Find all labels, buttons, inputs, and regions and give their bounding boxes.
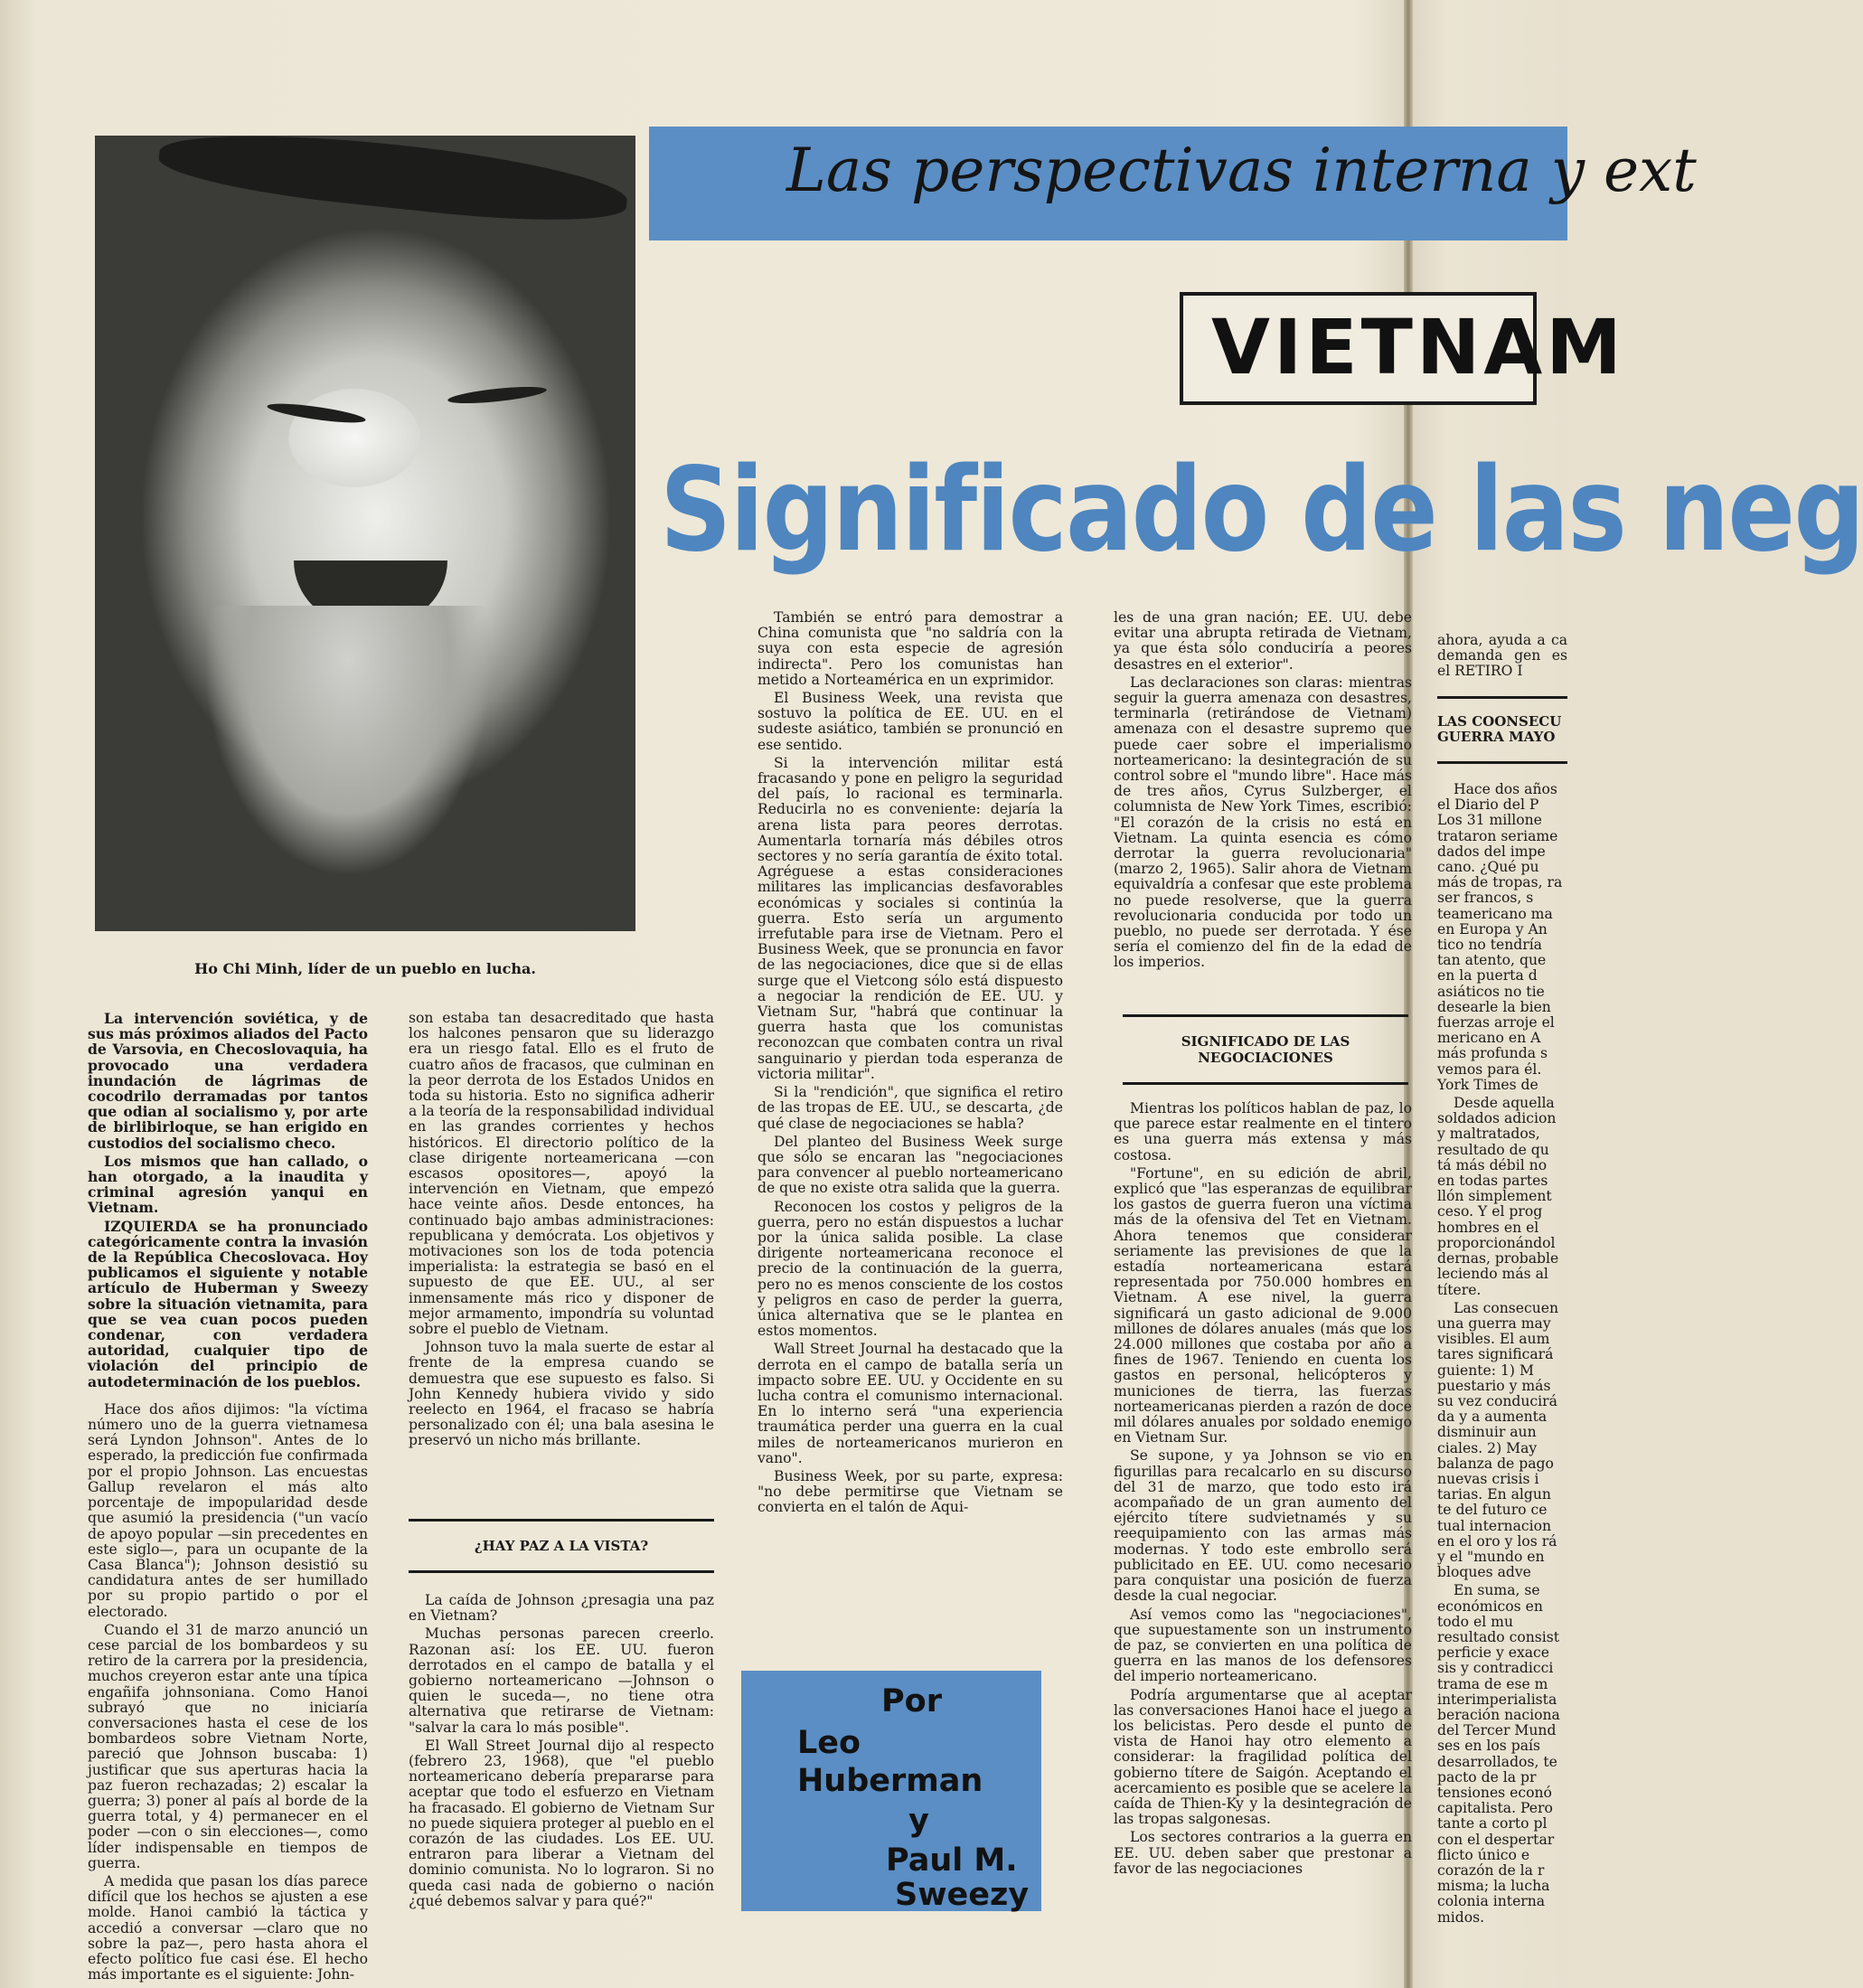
paragraph: les de una gran nación; EE. UU. debe evitar una abrupta retirada de Vietnam, ya que ésta sólo conduciría a peores desastres en el exterior". <box>1114 609 1412 673</box>
subhead-negociaciones: SIGNIFICADO DE LAS NEGOCIACIONES <box>1123 1014 1408 1085</box>
eye-shape <box>447 383 548 406</box>
paragraph: ahora, ayuda a ca demanda gen es el RETIRO I <box>1437 632 1567 680</box>
byline-box <box>741 1671 1041 1911</box>
banner-title: Las perspectivas interna y ext <box>786 136 1697 205</box>
paragraph: Se supone, y ya Johnson se vio en figurillas para recalcarlo en su discurso del 31 de marzo, que todo esto irá acompañado de un gran aumento del ejército títere sudvietnamés y su reequipamiento con las armas más modernas. Y todo este embrollo será publicitado en EE. UU. como necesario para conquistar una posición de fuerza desde la cual negociar. <box>1114 1447 1412 1605</box>
paragraph: La caída de Johnson ¿presagia una paz en Vietnam? <box>409 1592 714 1625</box>
paragraph: Los mismos que han callado, o han otorgado, a la inaudita y criminal agresión yanqui en Vietnam. <box>88 1152 368 1217</box>
paragraph: IZQUIERDA se ha pronunciado categóricamente contra la invasión de la República Checoslovaca. Hoy publicamos el siguiente y notable artículo de Huberman y Sweezy sobre la situación vietnamita, para que se vea cuan pocos pueden condenar, con verdadera autoridad, cualquier tipo de violación del principio de autodeterminación de los pueblos. <box>88 1217 368 1390</box>
paragraph: Del planteo del Business Week surge que sólo se encaran las "negociaciones para convencer al pueblo norteamericano de que no existe otra salida que la guerra. <box>757 1133 1063 1197</box>
paragraph: Las declaraciones son claras: mientras seguir la guerra amenaza con desastres, terminarla (retirándose de Vietnam) amenaza con el desastre supremo que puede caer sobre el imperialismo norteamericano: la desintegración de su control sobre el "mundo libre". Hace más de tres años, Cyrus Sulzberger, el columnista de New York Times, escribió: "El corazón de la crisis no está en Vietnam. La quinta esencia es cómo derrotar la guerra revolucionaria" (marzo 2, 1965). Salir ahora de Vietnam equivaldría a confesar que este problema no puede resolverse, que la guerra revolucionaria conducida por todo un pueblo, no puede ser derrotada. Y ése sería el comienzo del fin de la edad de los imperios. <box>1114 674 1412 971</box>
author-2-last: Sweezy <box>895 1877 1030 1913</box>
main-headline: Significado de las neg <box>660 443 1863 578</box>
paragraph: El Wall Street Journal dijo al respecto (febrero 23, 1968), que "el pueblo norteamericano debería prepararse para aceptar que todo el esfuerzo en Vietnam ha fracasado. El gobierno de Vietnam Sur no puede siquiera proteger al pueblo en el corazón de las ciudades. Los EE. UU. entraron para liberar a Vietnam del dominio comunista. No lo lograron. Si no queda casi nada de gobierno o nación ¿qué debemos salvar y para qué?" <box>409 1737 714 1909</box>
paragraph: A medida que pasan los días parece difícil que los hechos se ajusten a ese molde. Hanoi cambió la táctica y accedió a conversar —claro que no sobre la paz—, pero hasta ahora el efecto político fue casi ése. El hecho más importante es el siguiente: John- <box>88 1872 368 1983</box>
paragraph: Desde aquella soldados adicion y maltratados, resultado de qu tá más débil no en todas partes llón simplement ceso. Y el prog hombres en el proporcionándol dernas, probable leciendo más al títere. <box>1437 1095 1559 1298</box>
column-1 <box>88 1010 368 1983</box>
column-5-bottom <box>1437 782 1567 1957</box>
paragraph: Muchas personas parecen creerlo. Razonan así: los EE. UU. fueron derrotados en el campo de batalla y el gobierno norteamericano —Johnson o quien le suceda—, no tiene otra alternativa que retirarse de Vietnam: "salvar la cara lo más posible". <box>409 1625 714 1736</box>
paragraph: Las consecuen una guerra may visibles. El aum tares significará guiente: 1) M puestario y más su vez conducirá da y a aumenta disminuir aun ciales. 2) May balanza de pago nuevas crisis i tarias. En algun te del futuro ce tual internacion en el oro y los rá y el "mundo en bloques adve <box>1437 1299 1559 1581</box>
column-5-top <box>1437 633 1567 696</box>
subhead-consecuencias: LAS COONSECU GUERRA MAYO <box>1437 713 1562 746</box>
eye-shape <box>267 400 367 426</box>
paragraph: También se entró para demostrar a China comunista que "no saldría con la suya con esta especie de agresión indirecta". Pero los comunistas han metido a Norteamérica en un exprimidor. <box>757 609 1063 688</box>
paragraph: Cuando el 31 de marzo anunció un cese parcial de los bombardeos y su retiro de la carrera por la presidencia, muchos creyeron estar ante una típica engañifa johnsoniana. Como Hanoi subrayó que no iniciaría conversaciones hasta el cese de los bombardeos sobre Vietnam Norte, pareció que Johnson buscaba: 1) justificar que sus aperturas hacia la paz fueron rechazadas; 2) escalar la guerra; 3) poner al país al borde de la guerra total, y 4) permanecer en el poder —con o sin elecciones—, como líder indispensable en tiempos de guerra. <box>88 1621 368 1871</box>
paragraph: "Fortune", en su edición de abril, explicó que "las esperanzas de equilibrar los gastos de guerra fueron una víctima más de la ofensiva del Tet en Vietnam. Ahora tenemos que considerar seriamente las previsiones de que la estadía norteamericana estará representada por 750.000 hombres en Vietnam. A ese nivel, la guerra significará un gasto adicional de 9.000 millones de dólares anuales (más que los 24.000 millones que costaba por año a fines de 1967. Teniendo en cuenta los gastos en personal, helicópteros y municiones de tierra, las fuerzas norteamericanas pierden a razón de doce mil dólares anuales por soldado enemigo en Vietnam Sur. <box>1114 1164 1412 1446</box>
beard-shape <box>203 606 493 877</box>
paragraph: Podría argumentarse que al aceptar las conversaciones Hanoi hace el juego a los belicistas. Pero desde el punto de vista de Hanoi hay otro elemento a considerar: la fragilidad política del gobierno títere de Saigón. Aceptando el acercamiento es posible que se acelere la caída de Thien-Ky y la desintegración de las tropas salgonesas. <box>1114 1686 1412 1828</box>
paragraph: El Business Week, una revista que sostuvo la política de EE. UU. en el sudeste asiático, también se pronunció en ese sentido. <box>757 690 1063 753</box>
paragraph: En suma, se económicos en todo el mu resultado consist perficie y exace sis y contradicci trama de ese m interimperialista beración naciona del Tercer Mund ses en los país desarrollados, te pacto de la pr tensiones econó capitalista. Pero tante a corto pl con el despertar flicto único e corazón de la r misma; la lucha colonia interna midos. <box>1437 1582 1560 1926</box>
paragraph: Hace dos años el Diario del P Los 31 millone trataron seriame dados del impe cano. ¿Qué pu más de tropas, ra ser francos, s teamericano ma en Europa y An tico no tendría tan atento, que en la puerta d asiáticos no tie desearle la bien fuerzas arroje el mericano en A más profunda s vemos para él. York Times de <box>1437 781 1563 1093</box>
portrait-photo <box>95 136 635 931</box>
paragraph: Wall Street Journal ha destacado que la derrota en el campo de batalla sería un impacto sobre EE. UU. y Occidente en su lucha contra el comunismo internacional. En lo interno será "una experiencia traumática perder una guerra en la cual miles de norteamericanos murieron en vano". <box>757 1341 1063 1466</box>
column-2-top <box>409 1011 714 1499</box>
column-4-top <box>1114 610 1412 990</box>
paragraph: Johnson tuvo la mala suerte de estar al frente de la empresa cuando se demuestra que ese supuesto es falso. Si John Kennedy hubiera vivido y sido reelecto en 1964, el fracaso se habría personalizado con él; una bala asesina le preservó un nicho más brillante. <box>409 1339 714 1449</box>
column-3 <box>757 610 1063 1632</box>
paragraph: Hace dos años dijimos: "la víctima número uno de la guerra vietnamesa será Lyndon Johnson". Antes de lo esperado, la predicción fue confirmada por el propio Johnson. Las encuestas Gallup revelaron el más alto porcentaje de impopularidad desde que asumió la presidencia ("un vacío de apoyo popular —sin precedentes en este siglo—, para un ocupante de la Casa Blanca"); Johnson desistió su candidatura antes de ser humillado por su propio partido o por el electorado. <box>88 1400 368 1620</box>
byline-and: y <box>908 1803 929 1839</box>
subhead-paz: ¿HAY PAZ A LA VISTA? <box>409 1519 714 1573</box>
author-1-last: Huberman <box>797 1763 983 1799</box>
byline-por: Por <box>881 1683 942 1719</box>
divider <box>1437 761 1567 764</box>
paragraph: Los sectores contrarios a la guerra en EE. UU. deben saber que prestonar a favor de las negociaciones <box>1114 1829 1412 1877</box>
divider <box>1437 696 1567 699</box>
paragraph: son estaba tan desacreditado que hasta los halcones pensaron que su liderazgo era un riesgo fatal. Ello es el fruto de cuatro años de fracasos, que culminan en la peor derrota de los Estados Unidos en toda su historia. Esto no significa adherir a la teoría de la responsabilidad individual en las grandes corrientes y hechos históricos. El directorio político de la clase dirigente norteamericana —con escasos opositores—, apoyó la intervención en Vietnam, que empezó hace veinte años. Desde entonces, ha continuado bajo ambas administraciones: republicana y demócrata. Los objetivos y motivaciones son los de toda potencia imperialista: la estrategia se basó en el supuesto de que EE. UU., al ser inmensamente más rico y disponer de mejor armamento, impondría su voluntad sobre el pueblo de Vietnam. <box>409 1010 714 1338</box>
paragraph: Así vemos como las "negociaciones", que supuestamente son un instrumento de paz, se convierten en una política de guerra en las manos de los defensores del imperio norteamericano. <box>1114 1606 1412 1685</box>
author-2-first: Paul M. <box>886 1842 1018 1879</box>
section-label: VIETNAM <box>1211 303 1625 391</box>
paragraph: Business Week, por su parte, expresa: "no debe permitirse que Vietnam se convierta en el talón de Aqui- <box>757 1467 1063 1516</box>
intro-paragraph: La intervención soviética, y de sus más próximos aliados del Pacto de Varsovia, en Checoslovaquia, ha provocado una verdadera inundación de lágrimas de cocodrilo derramadas por tantos que odian al socialismo y, por arte de birlibirloque, se han erigido en custodios del socialismo checo. <box>88 1010 368 1152</box>
paragraph: Reconocen los costos y peligros de la guerra, pero no están dispuestos a luchar por la única salida posible. La clase dirigente norteamericana reconoce el precio de la continuación de la guerra, pero no es menos consciente de los costos y peligros en caso de perder la guerra, única alternativa que se le plantea en estos momentos. <box>757 1198 1063 1340</box>
paragraph: Si la intervención militar está fracasando y pone en peligro la seguridad del país, lo racional es terminarla. Reducirla no es conveniente: dejaría la arena lista para peores derrotas. Aumentarla tornaría más débiles otros sectores y no sería garantía de éxito total. Agréguese a estas consideraciones militares las implicancias desfavorables económicas y sociales si continúa la guerra. Esto sería un argumento irrefutable para irse de Vietnam. Pero el Business Week, que se pronuncia en favor de las negociaciones, dice que si de ellas surge que el Vietcong sólo está dispuesto a negociar la rendición de EE. UU. y Vietnam Sur, "habrá que continuar la guerra hasta que los comunistas reconozcan que combaten contra un rival sanguinario y pierdan toda esperanza de victoria militar". <box>757 754 1063 1082</box>
hat-shape <box>156 120 630 232</box>
column-2-bottom <box>409 1593 714 1927</box>
paragraph: Mientras los políticos hablan de paz, lo que parece estar realmente en el tintero es una guerra más extensa y más costosa. <box>1114 1100 1412 1164</box>
paragraph: Si la "rendición", que significa el retiro de las tropas de EE. UU., se descarta, ¿de qué clase de negociaciones se habla? <box>757 1084 1063 1132</box>
author-1-first: Leo <box>797 1725 861 1761</box>
column-4-bottom <box>1114 1101 1412 1951</box>
photo-caption: Ho Chi Minh, líder de un pueblo en lucha. <box>194 960 536 977</box>
